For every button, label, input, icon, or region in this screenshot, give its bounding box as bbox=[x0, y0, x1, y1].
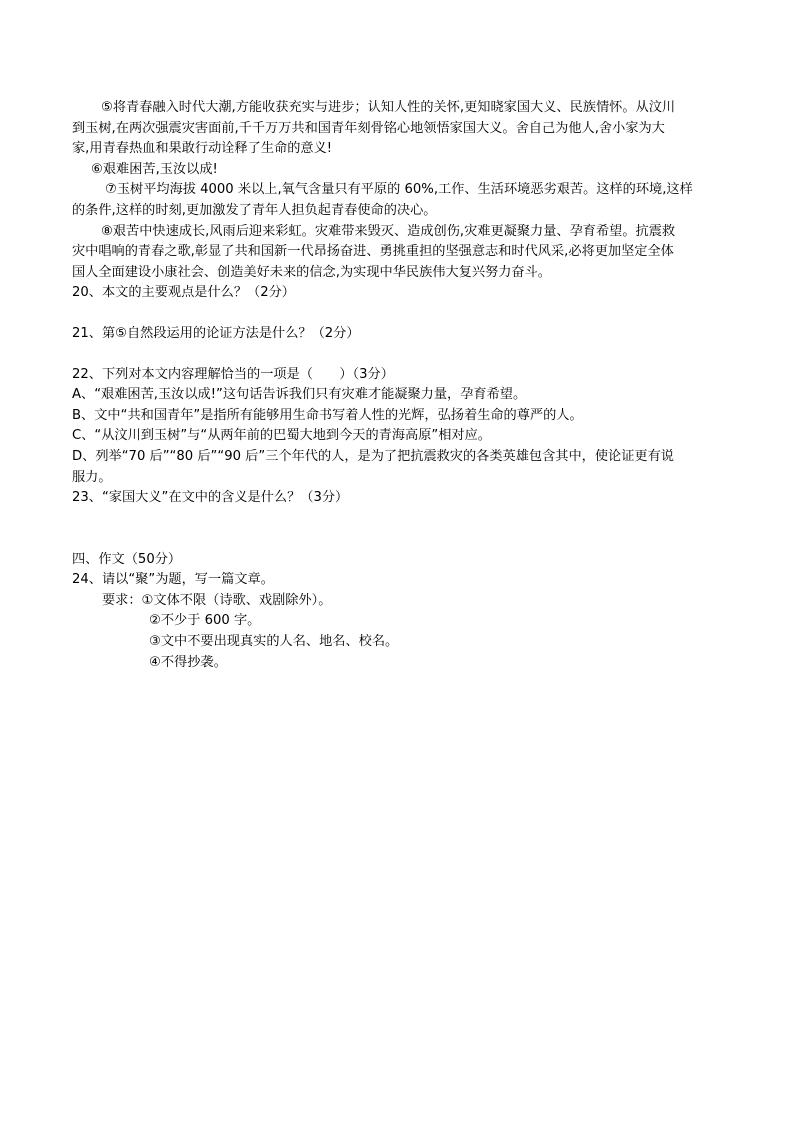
paragraph-6: ⑥艰难困苦,玉汝以成! bbox=[91, 161, 218, 177]
paragraph-8-line-3: 国人全面建设小康社会、创造美好未来的信念,为实现中华民族伟大复兴努力奋斗。 bbox=[72, 264, 551, 280]
answer-space-20 bbox=[72, 304, 722, 324]
requirement-1: 要求：①文体不限（诗歌、戏剧除外）。 bbox=[102, 592, 332, 608]
paragraph-5-line-2: 到玉树,在两次强震灾害面前,千千万万共和国青年刻骨铭心地领悟家国大义。舍自己为他人,舍小家为大 bbox=[72, 120, 665, 136]
paragraph-5-line-3: 家,用青春热血和果敢行动诠释了生命的意义! bbox=[72, 141, 333, 157]
answer-space-21 bbox=[72, 345, 722, 365]
requirement-4: ④不得抄袭。 bbox=[149, 654, 227, 670]
paragraph-8-line-1: ⑧艰苦中快速成长,风雨后迎来彩虹。灾难带来毁灭、造成创伤,灾难更凝聚力量、孕育希望。抗震救 bbox=[101, 223, 676, 239]
question-22-stem: 22、下列对本文内容理解恰当的一项是（ ）（3分） bbox=[72, 366, 394, 382]
paragraph-7-line-2: 的条件,这样的时刻,更加激发了青年人担负起青春使命的决心。 bbox=[72, 202, 437, 218]
paragraph-8-line-2: 灾中唱响的青春之歌,彰显了共和国新一代昂扬奋进、勇挑重担的坚强意志和时代风采,必将更加坚定全体 bbox=[72, 244, 674, 260]
question-21: 21、第⑤自然段运用的论证方法是什么？（2分） bbox=[72, 325, 360, 341]
paragraph-7-line-1: ⑦玉树平均海拔 4000 米以上,氧气含量只有平原的 60%,工作、生活环境恶劣艰苦。这样的环境,这样 bbox=[105, 182, 693, 198]
section-4-title: 四、作文（50分） bbox=[72, 551, 182, 567]
question-22-option-d-line-1: D、列举“70 后”“80 后”“90 后”三个年代的人，是为了把抗震救灾的各类英雄包含其中，使论证更有说 bbox=[72, 448, 674, 464]
answer-space-23 bbox=[72, 509, 722, 550]
requirement-3: ③文中不要出现真实的人名、地名、校名。 bbox=[149, 634, 399, 650]
document-content bbox=[72, 98, 722, 673]
requirement-2: ②不少于 600 字。 bbox=[149, 613, 261, 629]
question-20: 20、本文的主要观点是什么？（2分） bbox=[72, 285, 295, 301]
paragraph-5-line-1: ⑤将青春融入时代大潮,方能收获充实与进步；认知人性的关怀,更知晓家国大义、民族情怀。从汶川 bbox=[101, 100, 676, 115]
question-22-option-a: A、“艰难困苦,玉汝以成!”这句话告诉我们只有灾难才能凝聚力量，孕育希望。 bbox=[72, 387, 527, 403]
question-22-option-c: C、“从汶川到玉树”与“从两年前的巴蜀大地到今天的青海高原”相对应。 bbox=[72, 428, 491, 444]
question-23: 23、“家国大义”在文中的含义是什么？（3分） bbox=[72, 490, 349, 506]
question-22-option-b: B、文中“共和国青年”是指所有能够用生命书写着人性的光辉，弘扬着生命的尊严的人。 bbox=[72, 407, 583, 423]
question-22-option-d-line-2: 服力。 bbox=[72, 469, 112, 485]
question-24: 24、请以“聚”为题，写一篇文章。 bbox=[72, 572, 274, 588]
